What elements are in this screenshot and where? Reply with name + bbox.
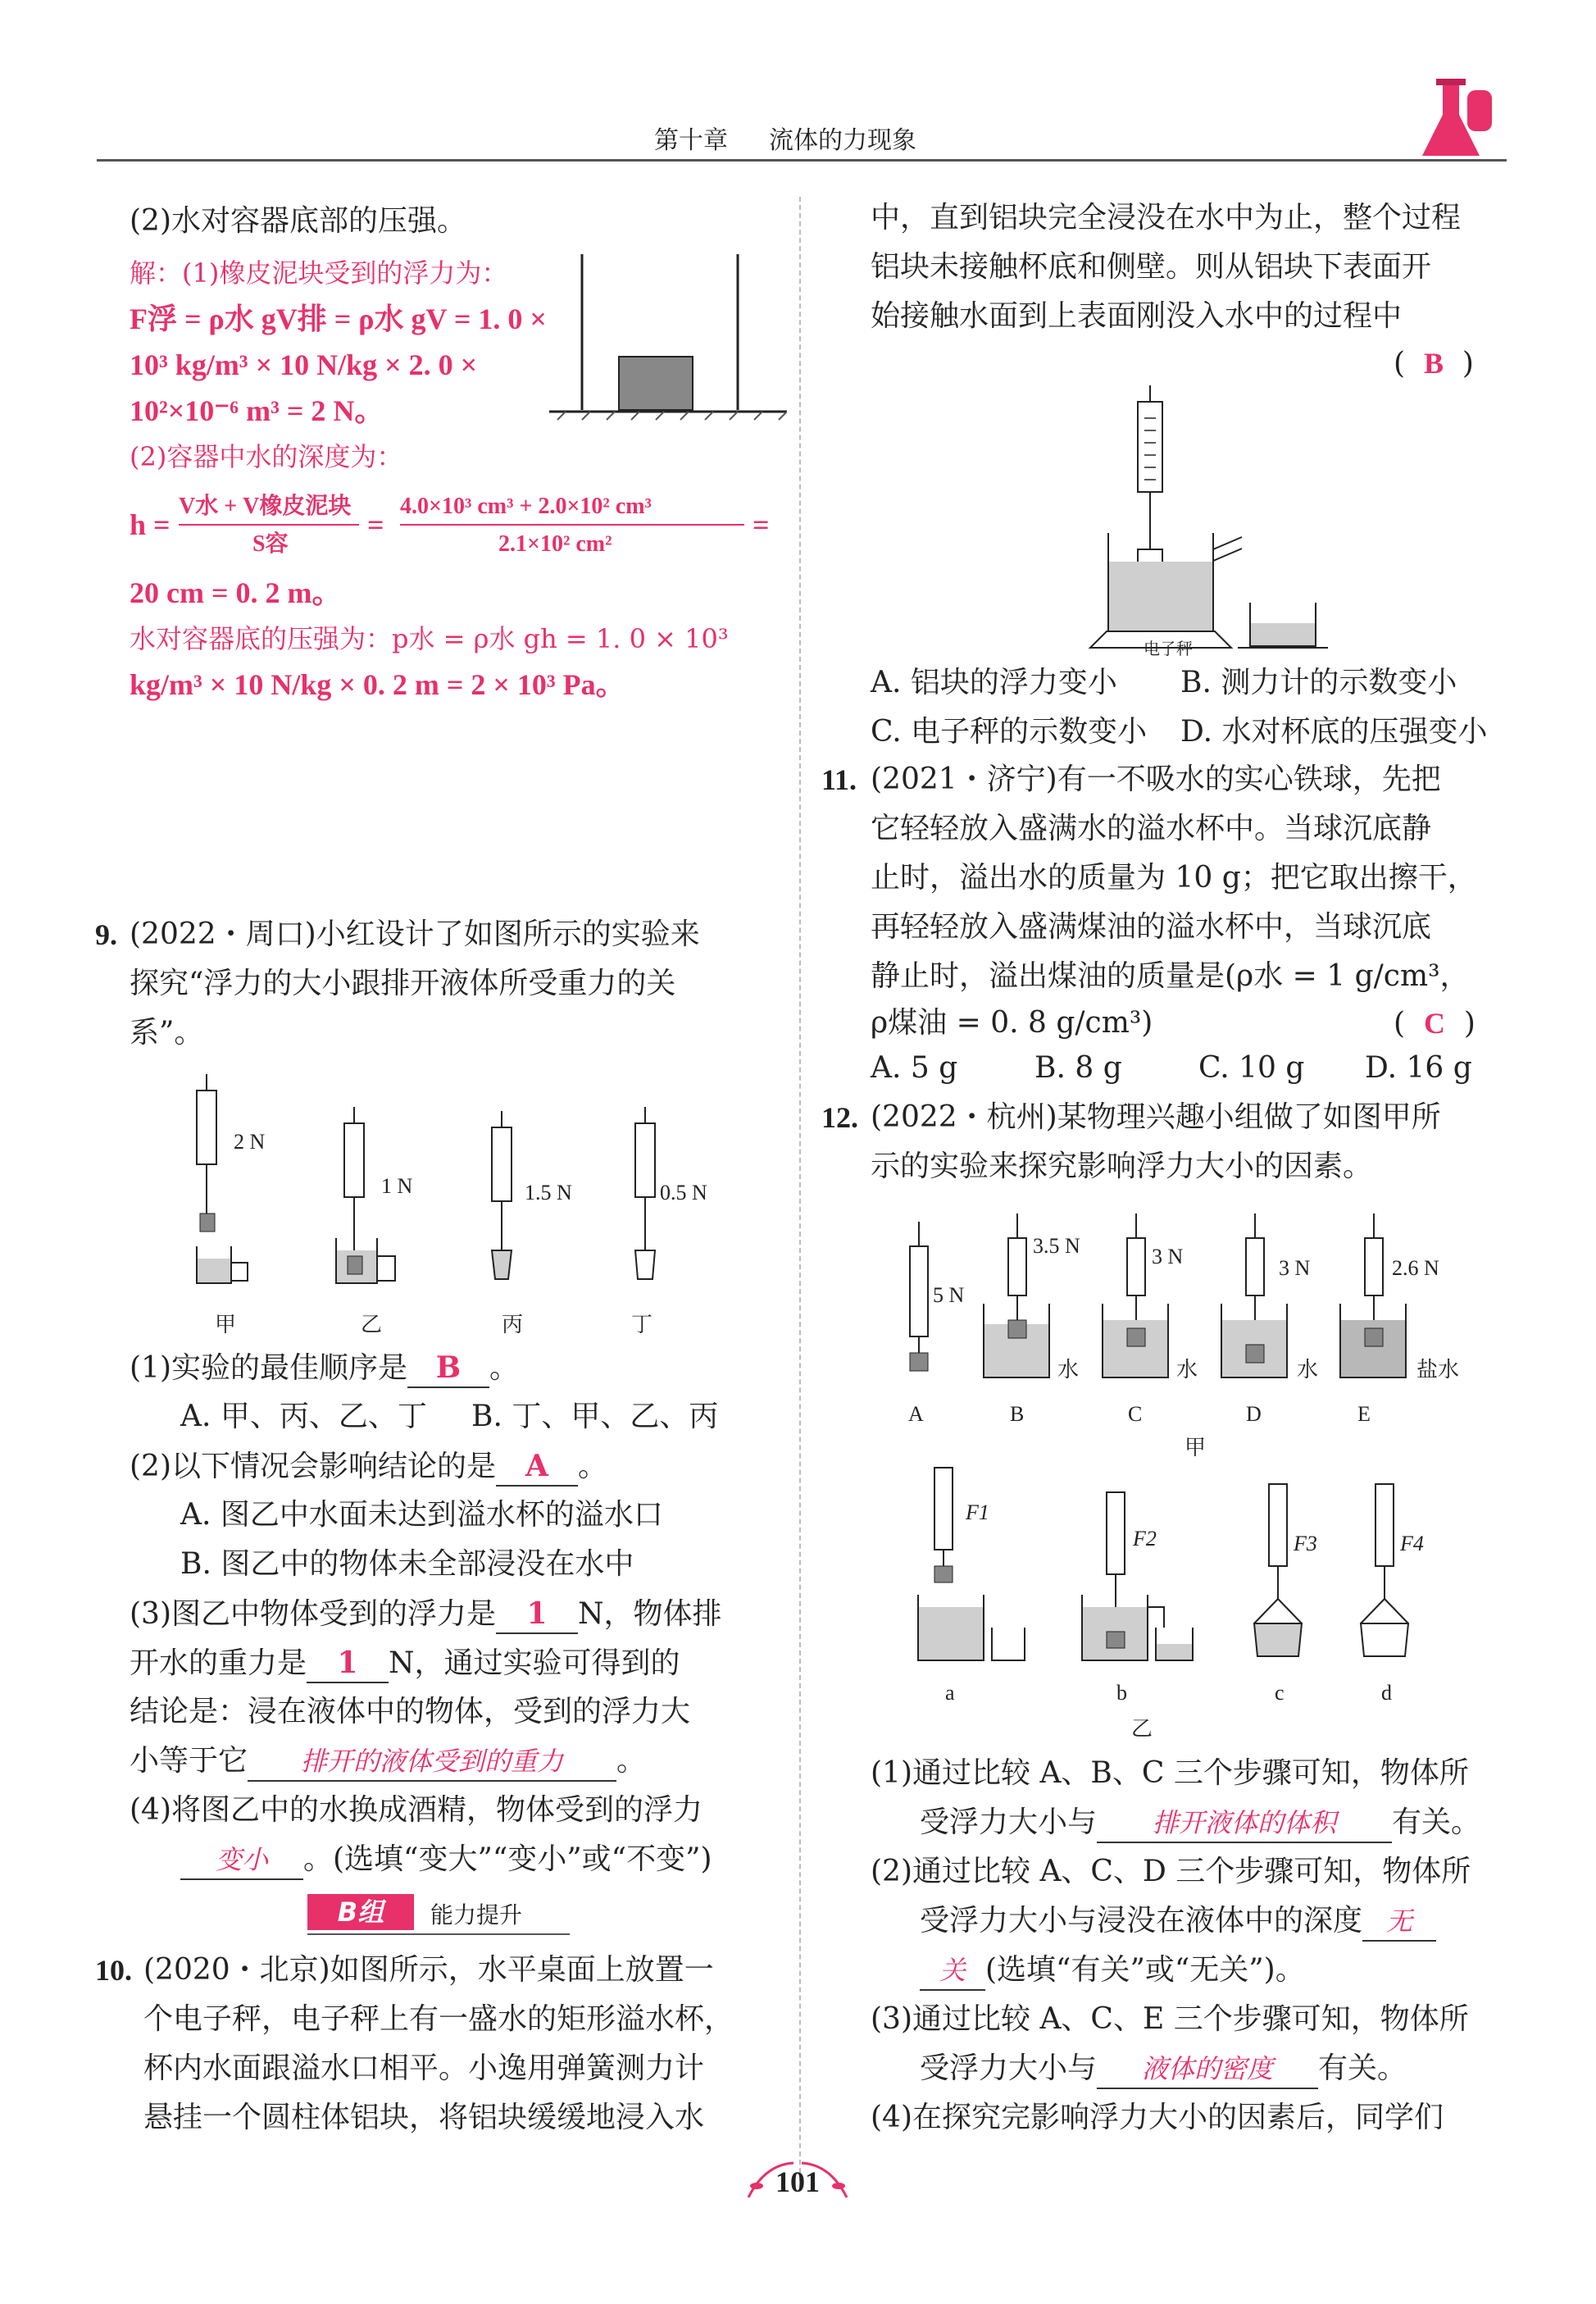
- q9-reading-jia: 2 N: [234, 1130, 266, 1154]
- q10-paren-close: ): [1462, 347, 1474, 380]
- group-b-title: 能力提升: [430, 1901, 523, 1928]
- q9-reading-bing: 1.5 N: [525, 1181, 572, 1204]
- q9-p3c: 开水的重力是: [130, 1646, 307, 1680]
- fig-jia-liquid-C: 水: [1176, 1358, 1198, 1382]
- q10-optC: C. 电子秤的示数变小: [871, 715, 1148, 749]
- q9-line1: (2022・周口)小红设计了如图所示的实验来: [130, 918, 700, 951]
- q11-line4: 再轻轻放入盛满煤油的溢水杯中，当球沉底: [871, 910, 1432, 944]
- container-figure: [549, 246, 787, 435]
- q9-part3-line2: [130, 1644, 680, 1683]
- q9-line2: 探究“浮力的大小跟排开液体所受重力的关: [130, 967, 676, 1000]
- q9-part3-line4: [130, 1742, 646, 1782]
- q12-p1-answer: 排开液体的体积: [1097, 1804, 1392, 1843]
- q11-answer-paren: [1394, 1004, 1476, 1043]
- q12-p2b: 受浮力大小与浸没在液体中的深度: [920, 1904, 1363, 1937]
- q9-p2-answer: A: [496, 1447, 578, 1487]
- fig-jia-letter-D: D: [1246, 1402, 1262, 1426]
- fig-jia-E: [1340, 1213, 1406, 1377]
- page-header: [97, 115, 1507, 164]
- formula-num2: 4.0×10³ cm³ + 2.0×10² cm³: [400, 494, 652, 519]
- q9-part4-line2: [180, 1841, 712, 1880]
- q10-optA: A. 铝块的浮力变小: [871, 666, 1117, 699]
- q10-line1: (2020・北京)如图所示，水平桌面上放置一: [143, 1953, 714, 1987]
- spring-scale-jia: [197, 1074, 248, 1283]
- q9-p1-text: (1)实验的最佳顺序是: [130, 1351, 407, 1385]
- fig-yi-letter-b: b: [1116, 1681, 1127, 1705]
- spring-scale-ding: [635, 1107, 655, 1279]
- group-b-banner: [307, 1894, 570, 1935]
- fig-jia-letter-A: A: [908, 1402, 924, 1426]
- q10-answer-paren: [1394, 344, 1474, 383]
- q11-line3: 止时，溢出水的质量为 10 g；把它取出擦干，: [871, 861, 1477, 895]
- formula-eq2: =: [753, 508, 770, 541]
- fig-yi-force-4: F4: [1400, 1532, 1424, 1555]
- formula-h: h =: [130, 508, 171, 541]
- q9-line3: 系”。: [130, 1016, 204, 1050]
- q12-p1b: 受浮力大小与: [920, 1805, 1098, 1839]
- q9-p2-optA: A. 图乙中水面未达到溢水杯的溢水口: [180, 1498, 663, 1532]
- q9-p3g: 。: [616, 1744, 647, 1778]
- q9-label-jia: 甲: [215, 1313, 237, 1336]
- q11-paren-close: ): [1463, 1007, 1476, 1040]
- q12-part3-line2: [920, 2050, 1407, 2089]
- q9-p4-answer: 变小: [180, 1841, 303, 1880]
- fig-jia-letter-B: B: [1010, 1402, 1025, 1426]
- q9-p2-text: (2)以下情况会影响结论的是: [130, 1450, 496, 1483]
- fig-yi-letter-c: c: [1275, 1681, 1285, 1705]
- q10-cont-line1: 中，直到铝块完全浸没在水中为止，整个过程: [871, 201, 1462, 234]
- q9-part3-line1: [130, 1595, 722, 1634]
- header-chapter: 第十章: [654, 126, 728, 155]
- q9-p3b: N，物体排: [578, 1597, 722, 1631]
- q12-p3b: 受浮力大小与: [920, 2051, 1098, 2085]
- fig-jia-D: [1221, 1213, 1287, 1377]
- q9-part2: [130, 1447, 607, 1487]
- q12-p2-answer2: 关: [920, 1951, 985, 1991]
- solution-line8: 水对容器底的压强为：p水 = ρ水 gh = 1. 0 × 10³: [130, 623, 729, 654]
- solution-line2: F浮 = ρ水 gV排 = ρ水 gV = 1. 0 ×: [130, 303, 547, 335]
- fig-jia-A: [910, 1222, 928, 1371]
- solution-line1: 解：(1)橡皮泥块受到的浮力为：: [130, 257, 508, 289]
- q12-figure-yi: [902, 1459, 1476, 1681]
- depth-formula: [130, 488, 785, 562]
- q9-label-bing: 丙: [502, 1313, 524, 1336]
- fig-yi-b: [1082, 1492, 1193, 1660]
- fig-yi-d: [1361, 1484, 1408, 1656]
- solution-line3: 10³ kg/m³ × 10 N/kg × 2. 0 ×: [130, 348, 478, 381]
- q12-p3-answer: 液体的密度: [1097, 2050, 1318, 2089]
- fig-yi-caption: 乙: [1131, 1717, 1153, 1741]
- page-number: 101: [775, 2165, 820, 2198]
- q11-optA: A. 5 g: [871, 1051, 958, 1085]
- group-b-label: B组: [307, 1894, 414, 1930]
- q9-part1: [130, 1349, 519, 1388]
- q11-optB: B. 8 g: [1034, 1051, 1122, 1085]
- column-divider: [799, 197, 801, 2181]
- fig-jia-liquid-B: 水: [1057, 1358, 1080, 1382]
- header-title: 流体的力现象: [769, 126, 916, 155]
- fig-yi-force-2: F2: [1133, 1527, 1157, 1550]
- fig-jia-reading-E: 2.6 N: [1392, 1256, 1439, 1280]
- q10-answer: B: [1423, 347, 1444, 380]
- q12-p4a: (4)在探究完影响浮力大小的因素后，同学们: [871, 2101, 1444, 2134]
- q9-p3e: 结论是：浸在液体中的物体，受到的浮力大: [130, 1695, 691, 1728]
- q10-cont-line3: 始接触水面到上表面刚没入水中的过程中: [871, 299, 1403, 333]
- q12-number: 12.: [821, 1101, 858, 1134]
- q10-optB: B. 测力计的示数变小: [1180, 666, 1457, 699]
- formula-den1: S容: [252, 531, 289, 557]
- q11-optC: C. 10 g: [1198, 1051, 1305, 1085]
- q12-p2a: (2)通过比较 A、C、D 三个步骤可知，物体所: [871, 1855, 1471, 1888]
- q9-p3a: (3)图乙中物体受到的浮力是: [130, 1597, 496, 1631]
- header-rule: [97, 159, 1507, 162]
- q12-line2: 示的实验来探究影响浮力大小的因素。: [871, 1150, 1373, 1183]
- q11-optD: D. 16 g: [1365, 1051, 1472, 1085]
- q12-p3c: 有关。: [1318, 2051, 1407, 2085]
- q9-p3-answer1: 1: [496, 1595, 578, 1634]
- q12-part1-line2: [920, 1804, 1480, 1843]
- solution-line4: 10²×10⁻⁶ m³ = 2 N。: [130, 394, 384, 427]
- q8-part2: (2)水对容器底部的压强。: [130, 204, 466, 238]
- solution-line7: 20 cm = 0. 2 m。: [130, 576, 342, 609]
- q9-p1-optA: A. 甲、丙、乙、丁: [180, 1400, 427, 1433]
- fig-jia-liquid-E: 盐水: [1416, 1358, 1460, 1382]
- q9-p2-end: 。: [578, 1450, 608, 1483]
- fig-jia-liquid-D: 水: [1297, 1358, 1319, 1382]
- q9-p3-answer3: 排开的液体受到的重力: [248, 1742, 616, 1782]
- q12-p1a: (1)通过比较 A、B、C 三个步骤可知，物体所: [871, 1756, 1469, 1790]
- spring-scale-bing: [492, 1111, 512, 1279]
- fig-yi-letter-a: a: [945, 1681, 955, 1705]
- q9-reading-ding: 0.5 N: [660, 1181, 707, 1204]
- fig-jia-C: [1103, 1213, 1168, 1377]
- q10-number: 10.: [95, 1954, 132, 1987]
- fig-yi-force-1: F1: [966, 1500, 989, 1524]
- q12-part2-line3: [920, 1951, 1305, 1991]
- q11-answer: C: [1423, 1007, 1445, 1040]
- q12-p3a: (3)通过比较 A、C、E 三个步骤可知，物体所: [871, 2002, 1469, 2036]
- q12-p2c: (选填“有关”或“无关”)。: [985, 1953, 1305, 1987]
- q9-label-yi: 乙: [361, 1313, 383, 1336]
- page-number-ornament: [732, 2148, 863, 2214]
- formula-den2: 2.1×10² cm²: [498, 531, 612, 557]
- fig-jia-letter-E: E: [1357, 1402, 1371, 1426]
- fig-yi-c: [1254, 1484, 1302, 1656]
- fig-jia-reading-A: 5 N: [933, 1283, 965, 1307]
- solution-line9: kg/m³ × 10 N/kg × 0. 2 m = 2 × 10³ Pa。: [130, 668, 625, 701]
- q9-p4a: (4)将图乙中的水换成酒精，物体受到的浮力: [130, 1793, 703, 1827]
- fig-yi-letter-d: d: [1381, 1681, 1392, 1705]
- q9-p1-end: 。: [489, 1351, 520, 1385]
- fig-yi-force-3: F3: [1294, 1532, 1317, 1555]
- flask-icon: [1410, 66, 1508, 164]
- q10-line2: 个电子秤，电子秤上有一盛水的矩形溢水杯，: [143, 2002, 734, 2036]
- q10-cont-line2: 铝块未接触杯底和侧壁。则从铝块下表面开: [871, 250, 1432, 284]
- q10-line4: 悬挂一个圆柱体铝块，将铝块缓缓地浸入水: [143, 2101, 705, 2134]
- fig-yi-a: [918, 1468, 1025, 1660]
- formula-eq1: =: [367, 508, 384, 541]
- q10-paren-open: (: [1394, 347, 1406, 380]
- q9-p3f: 小等于它: [130, 1744, 248, 1778]
- q9-reading-yi: 1 N: [381, 1174, 413, 1198]
- q10-optD: D. 水对杯底的压强变小: [1180, 715, 1488, 749]
- formula-num1: V水 + V橡皮泥块: [179, 494, 352, 519]
- q9-p1-answer: B: [407, 1349, 489, 1388]
- q11-line5: 静止时，溢出煤油的质量是(ρ水 = 1 g/cm³，: [871, 959, 1470, 993]
- q9-p3d: N，通过实验可得到的: [389, 1646, 680, 1680]
- fig-jia-letter-C: C: [1128, 1402, 1143, 1426]
- q9-p2-optB: B. 图乙中的物体未全部浸没在水中: [180, 1547, 634, 1581]
- q9-number: 9.: [95, 918, 117, 951]
- q10-figure: [1082, 385, 1476, 656]
- q9-p1-optB: B. 丁、甲、乙、丙: [471, 1400, 719, 1433]
- electronic-scale-label: 电子秤: [1144, 640, 1193, 658]
- q11-paren-open: (: [1394, 1007, 1406, 1040]
- q10-line3: 杯内水面跟溢水口相平。小逸用弹簧测力计: [143, 2051, 705, 2085]
- q11-line1: (2021・济宁)有一不吸水的实心铁球，先把: [871, 763, 1441, 796]
- q12-part2-line2: [920, 1902, 1436, 1942]
- fig-jia-reading-C: 3 N: [1152, 1245, 1184, 1268]
- q11-line6: ρ煤油 = 0. 8 g/cm³): [871, 1006, 1153, 1040]
- fig-jia-reading-D: 3 N: [1279, 1256, 1311, 1280]
- q12-p2-answer1: 无: [1362, 1902, 1436, 1942]
- fig-jia-caption: 甲: [1184, 1436, 1207, 1459]
- q11-line2: 它轻轻放入盛满水的溢水杯中。当球沉底静: [871, 812, 1432, 845]
- q12-p1c: 有关。: [1392, 1805, 1481, 1839]
- q9-label-ding: 丁: [631, 1313, 653, 1336]
- q12-line1: (2022・杭州)某物理兴趣小组做了如图甲所: [871, 1100, 1441, 1134]
- fig-jia-reading-B: 3.5 N: [1033, 1234, 1080, 1258]
- q9-p4b: 。(选填“变大”“变小”或“不变”): [303, 1842, 712, 1876]
- solution-line5: (2)容器中水的深度为：: [130, 441, 403, 472]
- q11-number: 11.: [821, 763, 857, 796]
- q9-p3-answer2: 1: [307, 1644, 389, 1683]
- q9-figure: [180, 1066, 705, 1336]
